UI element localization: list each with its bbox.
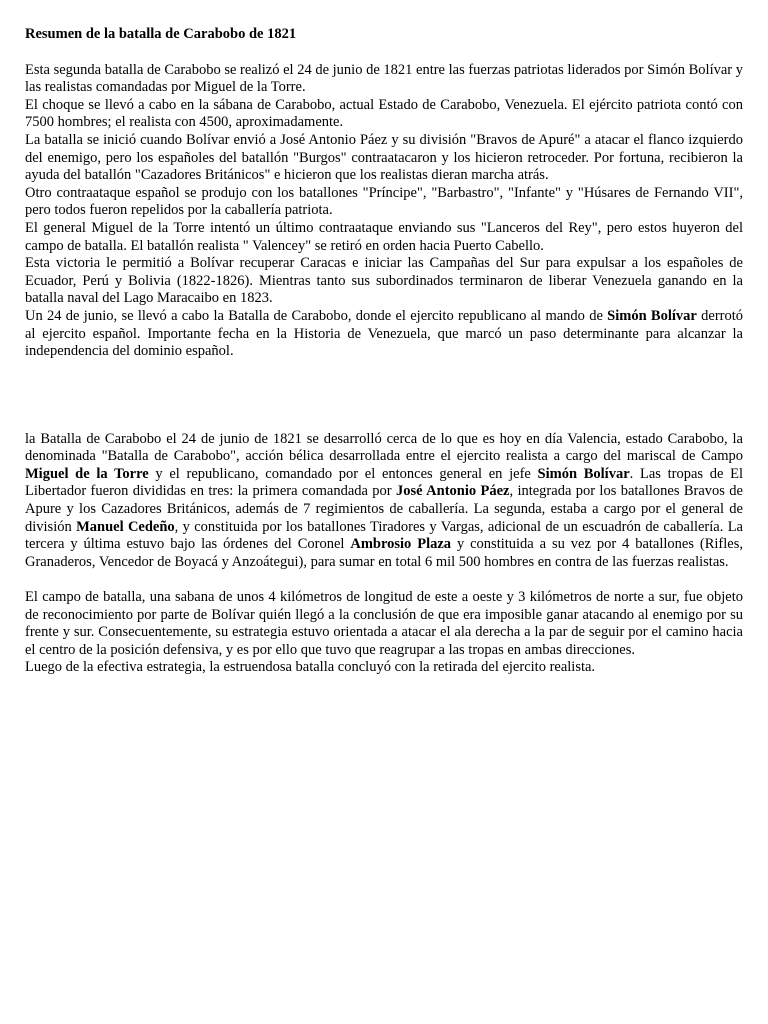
paragraph	[25, 431, 743, 572]
document-title: Resumen de la batalla de Carabobo de 1821	[25, 26, 297, 42]
bold-name: Simón Bolívar	[607, 307, 697, 324]
text-run: y constituida a su vez por 4 batallones (Rifles, Granaderos, Vencedor de Boyacá y Anzoátegui), para sumar en total 6 mil 500 hombres en contra de las fuerzas realistas.	[25, 536, 743, 570]
paragraph: El general Miguel de la Torre intentó un último contraataque enviando sus "Lanceros del Rey", pero estos huyeron del campo de batalla. El batallón realista " Valencey" se retiró en orden hacia Puerto Cabello.	[25, 219, 743, 254]
paragraph: El choque se llevó a cabo en la sábana de Carabobo, actual Estado de Carabobo, Venezuela. El ejército patriota contó con 7500 hombres; el realista con 4500, aproximadamente.	[25, 96, 743, 131]
text-run: . Las tropas de El Libertador fueron divididas en tres: la primera comandada por	[25, 465, 743, 500]
paragraph: La batalla se inició cuando Bolívar envió a José Antonio Páez y su división "Bravos de Apuré" a atacar el flanco izquierdo del enemigo, pero los españoles del batallón "Burgos" contraatacaron y los hicieron retroceder. Por fortuna, recibieron la ayuda del batallón "Cazadores Británicos" e hicieron que los realistas dieran marcha atrás.	[25, 131, 743, 184]
bold-name: Ambrosio Plaza	[350, 536, 452, 553]
detail-section	[25, 431, 743, 677]
bold-name: José Antonio Páez	[396, 483, 510, 500]
document-page	[25, 26, 743, 677]
text-run: Un 24 de junio, se llevó a cabo la Batalla de Carabobo, donde el ejercito republicano al mando de	[25, 307, 608, 324]
paragraph: Luego de la efectiva estrategia, la estruendosa batalla concluyó con la retirada del ejercito realista.	[25, 659, 596, 676]
text-run: , integrada por los batallones Bravos de Apure y los Cazadores Británicos, además de 7 regimientos de caballería. La segunda, estaba a cargo por el general de división	[25, 483, 743, 535]
paragraph	[25, 308, 743, 361]
text-run: la Batalla de Carabobo el 24 de junio de 1821 se desarrolló cerca de lo que es hoy en día Valencia, estado Carabobo, la denominada "Batalla de Carabobo", acción bélica desarrollada entre el ejercito realista a cargo del mariscal de Campo	[25, 430, 743, 465]
text-run: , y constituida por los batallones Tiradores y Vargas, adicional de un escuadrón de caballería. La tercera y última estuvo bajo las órdenes del Coronel	[25, 518, 743, 553]
bold-name: Manuel Cedeño	[76, 518, 175, 535]
text-run: y el republicano, comandado por el entonces general en jefe	[148, 465, 538, 482]
paragraph: Esta segunda batalla de Carabobo se realizó el 24 de junio de 1821 entre las fuerzas patriotas liderados por Simón Bolívar y las realistas comandadas por Miguel de la Torre.	[25, 61, 743, 96]
summary-section	[25, 62, 743, 361]
text-run: derrotó al ejercito español. Importante fecha en la Historia de Venezuela, que marcó un paso determinante para alcanzar la independencia del dominio español.	[25, 307, 744, 360]
paragraph: Esta victoria le permitió a Bolívar recuperar Caracas e iniciar las Campañas del Sur para expulsar a los españoles de Ecuador, Perú y Bolivia (1822-1826). Mientras tanto sus subordinados terminaron de liberar Venezuela ganando en la batalla naval del Lago Maracaibo en 1823.	[25, 255, 743, 307]
paragraph: El campo de batalla, una sabana de unos 4 kilómetros de longitud de este a oeste y 3 kilómetros de norte a sur, fue objeto de reconocimiento por parte de Bolívar quién llegó a la conclusión de que era imposible ganar atacando al enemigo por su frente y sur. Consecuentemente, su estrategia estuvo orientada a atacar el ala derecha a la par de seguir por el camino hacia el centro de la posición defensiva, y es por ello que tuvo que reagrupar a las tropas en ambas direcciones.	[25, 589, 743, 658]
paragraph: Otro contraataque español se produjo con los batallones "Príncipe", "Barbastro", "Infante" y "Húsares de Fernando VII", pero todos fueron repelidos por la caballería patriota.	[25, 184, 743, 219]
bold-name: Miguel de la Torre	[25, 465, 149, 482]
blank-line	[25, 571, 743, 589]
bold-name: Simón Bolívar	[537, 465, 630, 482]
